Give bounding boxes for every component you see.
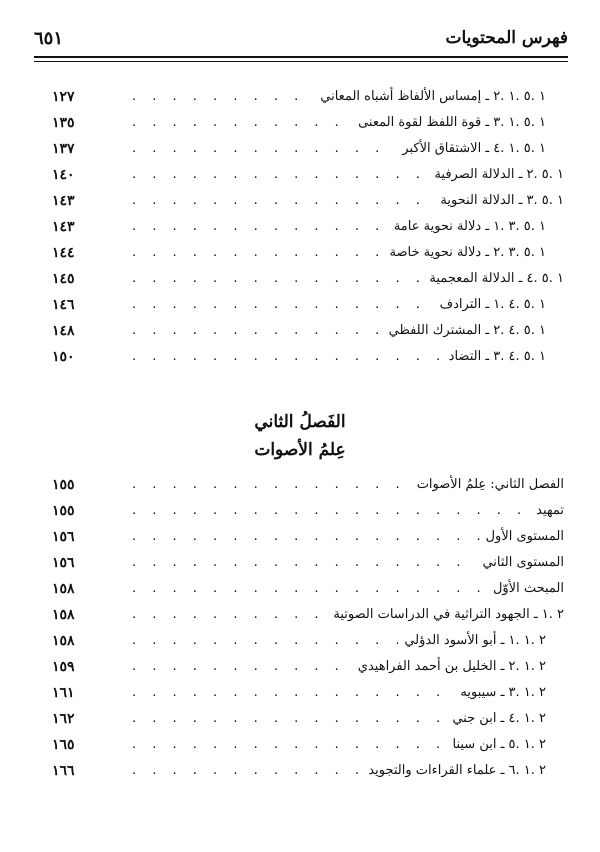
chapter-subtitle: عِلمُ الأصوات xyxy=(254,440,346,460)
page-number: ٦٥١ xyxy=(34,28,64,49)
dot-leader xyxy=(92,680,454,706)
toc-entry xyxy=(52,240,564,266)
toc-entry-page: ١٤٣ xyxy=(52,219,75,235)
toc-entry-page: ١٦٢ xyxy=(52,711,75,727)
toc-entry-label: تمهيد xyxy=(530,498,564,524)
toc-entry xyxy=(52,344,564,370)
toc-entry-page: ١٦٥ xyxy=(52,737,75,753)
toc-entry-page: ١٦٦ xyxy=(52,763,75,779)
toc-entry xyxy=(52,266,564,292)
toc-entry-page: ١٥٦ xyxy=(52,555,75,571)
toc-entry-label: ١ .٥ .١ .٣ ـ قوة اللفظ لقوة المعنى xyxy=(352,110,546,136)
dot-leader xyxy=(92,654,352,680)
toc-entry xyxy=(52,110,564,136)
toc-section-2 xyxy=(52,472,564,784)
dot-leader xyxy=(92,344,443,370)
dot-leader xyxy=(92,110,352,136)
toc-entry xyxy=(52,188,564,214)
toc-entry xyxy=(52,576,564,602)
toc-entry-label: ١ .٥ .٣ ـ الدلالة النحوية xyxy=(434,188,564,214)
dot-leader xyxy=(92,266,423,292)
dot-leader xyxy=(92,498,530,524)
toc-entry-page: ١٤٠ xyxy=(52,167,75,183)
toc-entry xyxy=(52,732,564,758)
toc-entry xyxy=(52,136,564,162)
toc-entry-page: ١٤٦ xyxy=(52,297,75,313)
toc-entry xyxy=(52,162,564,188)
toc-entry-label: المستوى الأول xyxy=(480,524,564,550)
toc-entry-label: ٢ .١ ـ الجهود التراثية في الدراسات الصوتية xyxy=(327,602,564,628)
toc-entry-label: ١ .٥ .٣ .١ ـ دلالة نحوية عامة xyxy=(388,214,546,240)
toc-entry-label: المبحث الأوّل xyxy=(487,576,564,602)
toc-entry-page: ١٥٨ xyxy=(52,633,75,649)
chapter-title: الفَصلُ الثاني xyxy=(254,412,346,432)
toc-entry-label: ١ .٥ .١ .٢ ـ إمساس الألفاظ أشباه المعاني xyxy=(314,84,546,110)
toc-section-1 xyxy=(52,84,564,370)
toc-entry-label: ٢ .١ .٣ ـ سيبويه xyxy=(454,680,546,706)
toc-entry-label: ١ .٥ .٤ ـ الدلالة المعجمية xyxy=(423,266,564,292)
toc-entry xyxy=(52,498,564,524)
toc-entry-page: ١٤٨ xyxy=(52,323,75,339)
dot-leader xyxy=(92,732,446,758)
toc-entry-page: ١٦١ xyxy=(52,685,75,701)
toc-entry-label: ١ .٥ .٤ .٢ ـ المشترك اللفظي xyxy=(383,318,546,344)
header-title: فهرس المحتويات xyxy=(445,28,568,48)
toc-entry-page: ١٥٨ xyxy=(52,581,75,597)
toc-entry-page: ١٥٠ xyxy=(52,349,75,365)
toc-entry xyxy=(52,524,564,550)
toc-entry-page: ١٣٧ xyxy=(52,141,75,157)
header-rule xyxy=(34,56,568,62)
dot-leader xyxy=(92,188,434,214)
toc-entry xyxy=(52,654,564,680)
toc-entry-label: ١ .٥ .٣ .٢ ـ دلالة نحوية خاصة xyxy=(383,240,546,266)
dot-leader xyxy=(92,292,434,318)
dot-leader xyxy=(92,706,446,732)
dot-leader xyxy=(92,550,476,576)
toc-entry-label: ١ .٥ .١ .٤ ـ الاشتقاق الأكبر xyxy=(396,136,546,162)
toc-entry-page: ١٥٦ xyxy=(52,529,75,545)
toc-entry-page: ١٥٥ xyxy=(52,477,75,493)
toc-entry xyxy=(52,292,564,318)
toc-entry xyxy=(52,472,564,498)
toc-entry-label: ١ .٥ .٢ ـ الدلالة الصرفية xyxy=(428,162,564,188)
dot-leader xyxy=(92,240,383,266)
toc-entry-label: ٢ .١ .٢ ـ الخليل بن أحمد الفراهيدي xyxy=(352,654,546,680)
toc-entry-page: ١٤٣ xyxy=(52,193,75,209)
toc-entry xyxy=(52,602,564,628)
dot-leader xyxy=(92,628,398,654)
toc-entry-page: ١٥٨ xyxy=(52,607,75,623)
dot-leader xyxy=(92,602,327,628)
toc-entry xyxy=(52,318,564,344)
toc-entry-page: ١٥٥ xyxy=(52,503,75,519)
dot-leader xyxy=(92,84,314,110)
toc-entry-page: ١٣٥ xyxy=(52,115,75,131)
dot-leader xyxy=(92,472,411,498)
toc-entry-label: المستوى الثاني xyxy=(476,550,564,576)
toc-entry xyxy=(52,758,564,784)
dot-leader xyxy=(92,576,487,602)
toc-entry-page: ١٥٩ xyxy=(52,659,75,675)
toc-entry-label: ٢ .١ .٦ ـ علماء القراءات والتجويد xyxy=(362,758,546,784)
toc-entry-label: ١ .٥ .٤ .١ ـ الترادف xyxy=(434,292,546,318)
toc-entry-page: ١٢٧ xyxy=(52,89,75,105)
dot-leader xyxy=(92,758,362,784)
toc-entry xyxy=(52,214,564,240)
toc-entry-page: ١٤٥ xyxy=(52,271,75,287)
toc-entry xyxy=(52,680,564,706)
toc-entry-page: ١٤٤ xyxy=(52,245,75,261)
dot-leader xyxy=(92,214,388,240)
toc-entry-label: ٢ .١ .١ ـ أبو الأسود الدؤلي xyxy=(398,628,546,654)
toc-entry-label: ١ .٥ .٤ .٣ ـ التضاد xyxy=(443,344,546,370)
toc-entry xyxy=(52,706,564,732)
dot-leader xyxy=(92,162,428,188)
dot-leader xyxy=(92,136,396,162)
toc-entry xyxy=(52,628,564,654)
dot-leader xyxy=(92,524,480,550)
toc-entry-label: ٢ .١ .٤ ـ ابن جني xyxy=(446,706,546,732)
toc-entry-label: الفصل الثاني: عِلمُ الأصوات xyxy=(411,472,564,498)
page-header xyxy=(34,26,568,56)
dot-leader xyxy=(92,318,383,344)
toc-entry xyxy=(52,550,564,576)
toc-entry-label: ٢ .١ .٥ ـ ابن سينا xyxy=(446,732,546,758)
toc-entry xyxy=(52,84,564,110)
